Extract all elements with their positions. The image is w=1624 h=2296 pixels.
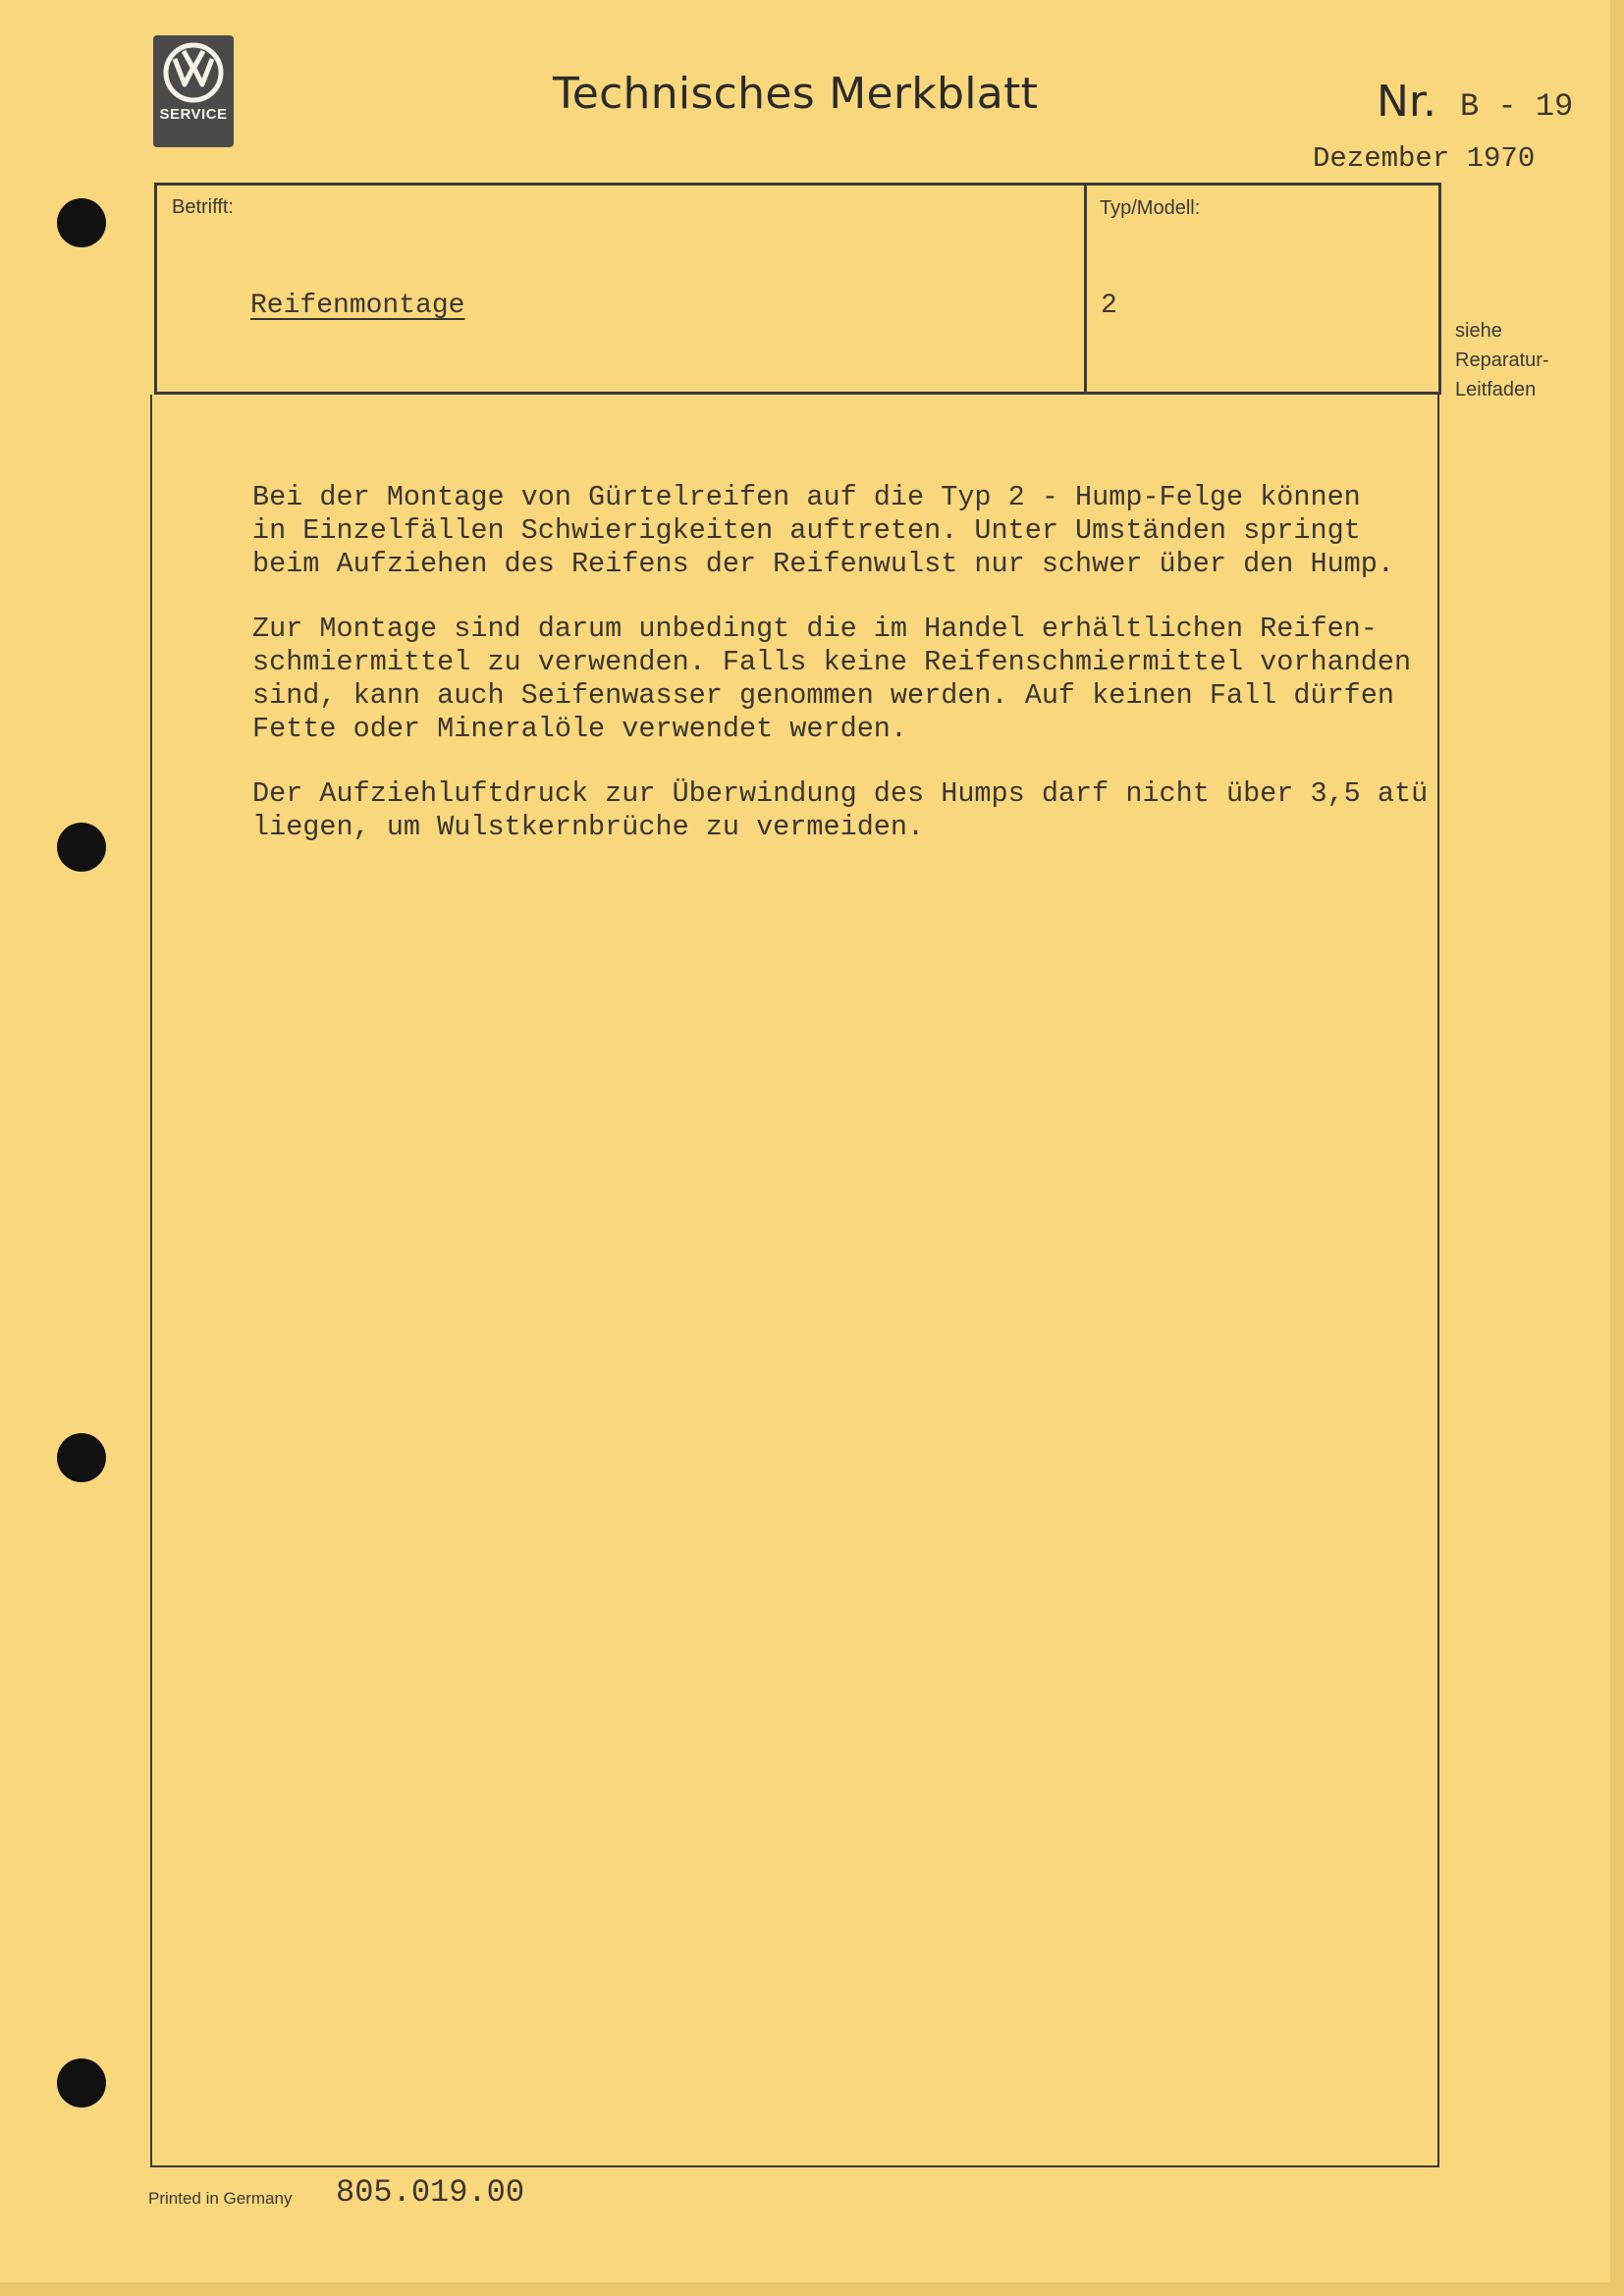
form-number: 805.019.00 [336, 2174, 525, 2211]
paragraph [252, 481, 1431, 581]
paragraph [252, 613, 1431, 746]
side-note-line: Reparatur- [1455, 349, 1549, 371]
subject-box-divider [1084, 183, 1087, 395]
text-line: in Einzelfällen Schwierigkeiten auftreten. Unter Umständen springt [252, 514, 1361, 547]
punch-hole-icon [57, 198, 106, 247]
vw-emblem-icon [162, 41, 225, 104]
vw-service-logo [153, 35, 234, 147]
punch-hole-icon [57, 2058, 106, 2108]
number-label: Nr. [1377, 77, 1436, 127]
model-value: 2 [1101, 291, 1117, 321]
logo-text: SERVICE [159, 106, 228, 123]
punch-hole-icon [57, 823, 106, 872]
text-line: beim Aufziehen des Reifens der Reifenwulst nur schwer über den Hump. [252, 548, 1394, 580]
text-line: Der Aufziehluftdruck zur Überwindung des Humps darf nicht über 3,5 atü [252, 777, 1429, 810]
paper-edge-right [1610, 0, 1624, 2296]
body-text [252, 481, 1431, 876]
paper-edge-bottom [0, 2282, 1624, 2296]
text-line: Bei der Montage von Gürtelreifen auf die Typ 2 - Hump-Felge können [252, 481, 1361, 513]
text-line: Fette oder Mineralöle verwendet werden. [252, 713, 908, 745]
typ-modell-label: Typ/Modell: [1100, 197, 1201, 219]
paragraph [252, 777, 1431, 844]
side-note [1455, 316, 1593, 404]
punch-hole-icon [57, 1433, 106, 1482]
document-date: Dezember 1970 [1313, 142, 1536, 175]
number-value: B - 19 [1460, 88, 1574, 125]
betrifft-label: Betrifft: [172, 196, 234, 218]
text-line: schmiermittel zu verwenden. Falls keine Reifenschmiermittel vorhanden [252, 646, 1412, 678]
text-line: sind, kann auch Seifenwasser genommen werden. Auf keinen Fall dürfen [252, 679, 1394, 712]
text-line: Zur Montage sind darum unbedingt die im Handel erhältlichen Reifen- [252, 613, 1378, 645]
document-title: Technisches Merkblatt [553, 69, 1039, 119]
printed-in-label: Printed in Germany [148, 2189, 293, 2208]
subject-box [154, 183, 1441, 395]
side-note-line: Leitfaden [1455, 379, 1537, 400]
side-note-line: siehe [1455, 320, 1502, 342]
text-line: liegen, um Wulstkernbrüche zu vermeiden. [252, 811, 925, 843]
subject-text: Reifenmontage [250, 291, 465, 321]
